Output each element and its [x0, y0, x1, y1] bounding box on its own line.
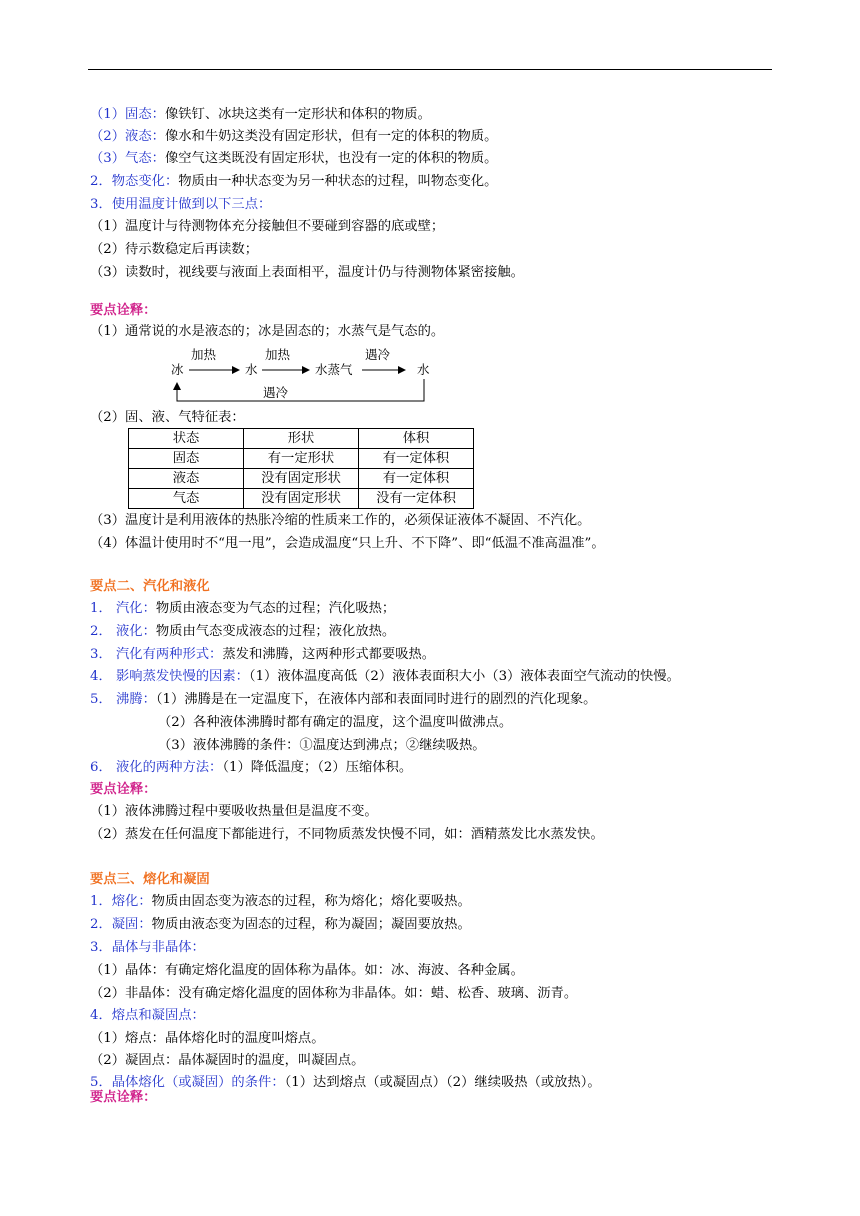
- notes1-p3: （3）温度计是利用液体的热胀冷缩的性质来工作的，必须保证液体不凝固、不汽化。: [90, 513, 591, 528]
- melting-point-title: 4．熔点和凝固点：: [90, 1008, 205, 1023]
- evaporation-factors-text: （1）液体温度高低（2）液体表面积大小（3）液体表面空气流动的快慢。: [248, 669, 680, 684]
- table-cell: 固态: [129, 449, 244, 469]
- liquefaction-methods-line: [90, 759, 412, 777]
- table-row: [129, 469, 474, 489]
- notes1-title: 要点诠释：: [90, 303, 157, 318]
- freezing-label: 2．凝固：: [90, 917, 152, 932]
- diagram-ice: 冰: [171, 362, 184, 377]
- state-change-text: 物质由一种状态变为另一种状态的过程，叫物态变化。: [178, 174, 498, 189]
- state-liquid-text: 像水和牛奶这类没有固定形状，但有一定的体积的物质。: [164, 129, 498, 144]
- diagram-water-2: 水: [417, 362, 430, 377]
- table-cell: 没有固定形状: [244, 469, 359, 489]
- table-cell: 没有固定形状: [244, 489, 359, 509]
- crystal-point-2: （2）非晶体：没有确定熔化温度的固体称为非晶体。如：蜡、松香、玻璃、沥青。: [90, 986, 578, 1001]
- vaporization-forms-label: 3． 汽化有两种形式：: [90, 647, 223, 662]
- thermometer-point-3: （3）读数时，视线要与液面上表面相平，温度计仍与待测物体紧密接触。: [90, 265, 524, 280]
- table-cell: 有一定形状: [244, 449, 359, 469]
- vaporization-forms-text: 蒸发和沸腾，这两种形式都要吸热。: [222, 647, 436, 662]
- state-change-line: [90, 173, 497, 191]
- vaporization-label: 1． 汽化：: [90, 601, 156, 616]
- melting-text: 物质由固态变为液态的过程，称为熔化；熔化要吸热。: [151, 894, 471, 909]
- diagram-heat-1: 加热: [191, 347, 217, 362]
- table-header-row: [129, 429, 474, 449]
- table-cell: 气态: [129, 489, 244, 509]
- notes1-p1: （1）通常说的水是液态的；冰是固态的；水蒸气是气态的。: [90, 324, 445, 339]
- vaporization-text: 物质由液态变为气态的过程；汽化吸热；: [155, 601, 396, 616]
- state-liquid-line: [90, 128, 497, 146]
- notes2-p2: （2）蒸发在任何温度下都能进行，不同物质蒸发快慢不同，如：酒精蒸发比水蒸发快。: [90, 827, 604, 842]
- state-liquid-label: （2）液态：: [90, 129, 165, 144]
- state-change-diagram: [165, 345, 445, 403]
- crystal-point-1: （1）晶体：有确定熔化温度的固体称为晶体。如：冰、海波、各种金属。: [90, 963, 524, 978]
- notes1-p4: （4）体温计使用时不“甩一甩”，会造成温度“只上升、不下降”、即“低温不准高温准”。: [90, 536, 605, 551]
- melting-line: [90, 893, 471, 911]
- diagram-return-arrow: [177, 379, 424, 401]
- state-gas-line: [90, 150, 497, 168]
- state-solid-label: （1）固态：: [90, 107, 165, 122]
- boiling-line: [90, 691, 596, 709]
- state-gas-text: 像空气这类既没有固定形状，也没有一定的体积的物质。: [164, 151, 498, 166]
- melting-label: 1．熔化：: [90, 894, 152, 909]
- state-properties-table: [128, 428, 474, 509]
- vaporization-forms-line: [90, 646, 435, 664]
- boiling-sub-2: （2）各种液体沸腾时都有确定的温度，这个温度叫做沸点。: [158, 715, 513, 730]
- melting-point-1: （1）熔点：晶体熔化时的温度叫熔点。: [90, 1031, 325, 1046]
- melting-point-2: （2）凝固点：晶体凝固时的温度，叫凝固点。: [90, 1053, 365, 1068]
- crystal-title: 3．晶体与非晶体：: [90, 940, 205, 955]
- thermometer-title: 3．使用温度计做到以下三点：: [90, 197, 272, 212]
- notes3-title: 要点诠释：: [90, 1090, 157, 1105]
- evaporation-factors-label: 4． 影响蒸发快慢的因素：: [90, 669, 249, 684]
- liquefaction-line: [90, 623, 395, 641]
- header-rule: [88, 69, 772, 70]
- table-header-cell: 体积: [359, 429, 474, 449]
- freezing-text: 物质由液态变为固态的过程，称为凝固；凝固要放热。: [151, 917, 471, 932]
- diagram-water: 水: [245, 362, 258, 377]
- diagram-heat-2: 加热: [265, 347, 291, 362]
- liquefaction-text: 物质由气态变成液态的过程；液化放热。: [155, 624, 396, 639]
- state-solid-line: [90, 106, 431, 124]
- diagram-vapor: 水蒸气: [315, 362, 353, 377]
- thermometer-point-2: （2）待示数稳定后再读数；: [90, 242, 259, 257]
- melting-condition-label: 5．晶体熔化（或凝固）的条件：: [90, 1075, 285, 1090]
- table-cell: 液态: [129, 469, 244, 489]
- evaporation-factors-line: [90, 668, 680, 686]
- table-row: [129, 489, 474, 509]
- vaporization-line: [90, 600, 395, 618]
- state-change-label: 2．物态变化：: [90, 174, 179, 189]
- state-solid-text: 像铁钉、冰块这类有一定形状和体积的物质。: [164, 107, 431, 122]
- liquefaction-methods-text: （1）降低温度；（2）压缩体积。: [222, 760, 413, 775]
- boiling-text: （1）沸腾是在一定温度下，在液体内部和表面同时进行的剧烈的汽化现象。: [155, 692, 597, 707]
- table-header-cell: 状态: [129, 429, 244, 449]
- boiling-label: 5． 沸腾：: [90, 692, 156, 707]
- notes2-title: 要点诠释：: [90, 782, 157, 797]
- section2-title: 要点二、汽化和液化: [90, 579, 210, 594]
- table-cell: 没有一定体积: [359, 489, 474, 509]
- boiling-sub-3: （3）液体沸腾的条件：①温度达到沸点；②继续吸热。: [158, 738, 486, 753]
- freezing-line: [90, 916, 471, 934]
- melting-condition-text: （1）达到熔点（或凝固点）（2）继续吸热（或放热）。: [284, 1075, 601, 1090]
- liquefaction-methods-label: 6． 液化的两种方法：: [90, 760, 223, 775]
- melting-condition-line: [90, 1074, 601, 1092]
- table-cell: 有一定体积: [359, 449, 474, 469]
- table-row: [129, 449, 474, 469]
- table-cell: 有一定体积: [359, 469, 474, 489]
- section3-title: 要点三、熔化和凝固: [90, 872, 210, 887]
- diagram-cool-2: 遇冷: [263, 385, 289, 400]
- table-header-cell: 形状: [244, 429, 359, 449]
- notes1-p2: （2）固、液、气特征表：: [90, 410, 245, 425]
- thermometer-point-1: （1）温度计与待测物体充分接触但不要碰到容器的底或壁；: [90, 219, 445, 234]
- notes2-p1: （1）液体沸腾过程中要吸收热量但是温度不变。: [90, 804, 378, 819]
- state-gas-label: （3）气态：: [90, 151, 165, 166]
- diagram-cool-1: 遇冷: [365, 347, 391, 362]
- liquefaction-label: 2． 液化：: [90, 624, 156, 639]
